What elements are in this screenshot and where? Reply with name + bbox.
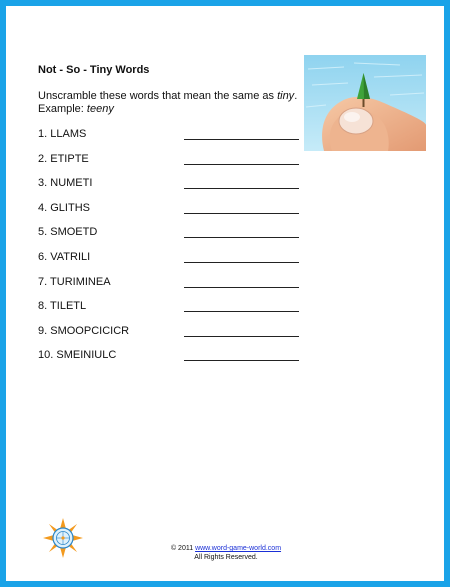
list-item (38, 276, 308, 301)
answer-line[interactable] (184, 336, 299, 337)
answer-line[interactable] (184, 311, 299, 312)
list-item (38, 349, 308, 374)
scrambled-word: 7. TURIMINEA (38, 275, 111, 288)
scrambled-word: 4. GLITHS (38, 201, 90, 214)
instructions (38, 90, 308, 116)
fingertip-tree-photo (304, 55, 426, 151)
example-label: Example: (38, 103, 87, 115)
worksheet-page (6, 6, 444, 581)
scrambled-word: 3. NUMETI (38, 177, 93, 190)
answer-line[interactable] (184, 213, 299, 214)
list-item (38, 325, 308, 350)
instruction-end: . (294, 90, 298, 102)
list-item (38, 226, 308, 251)
scrambled-word: 9. SMOOPCICICR (38, 324, 130, 337)
scrambled-word: 2. ETIPTE (38, 152, 89, 165)
instruction-keyword: tiny (277, 90, 295, 102)
word-list (38, 128, 308, 374)
answer-line[interactable] (184, 139, 299, 140)
list-item (38, 128, 308, 153)
list-item (38, 300, 308, 325)
answer-line[interactable] (184, 237, 299, 238)
scrambled-word: 6. VATRILI (38, 250, 91, 263)
list-item (38, 251, 308, 276)
scrambled-word: 1. LLAMS (38, 128, 87, 140)
website-link[interactable]: www.word-game-world.com (195, 545, 282, 552)
list-item (38, 153, 308, 178)
answer-line[interactable] (184, 188, 299, 189)
answer-line[interactable] (184, 164, 299, 165)
scrambled-word: 5. SMOETD (38, 226, 98, 239)
answer-line[interactable] (184, 287, 299, 288)
scrambled-word: 8. TILETL (38, 300, 87, 313)
list-item (38, 202, 308, 227)
list-item (38, 177, 308, 202)
rights-text: All Rights Reserved. (194, 554, 258, 561)
compass-logo-icon (42, 517, 84, 559)
footer (156, 544, 296, 562)
instruction-text: Unscramble these words that mean the same as (38, 90, 278, 102)
scrambled-word: 10. SMEINIULC (38, 349, 117, 362)
example-word: teeny (86, 103, 114, 115)
copyright-text: © 2011 (170, 545, 196, 552)
worksheet-title: Not - So - Tiny Words (38, 64, 150, 76)
answer-line[interactable] (184, 360, 299, 361)
answer-line[interactable] (184, 262, 299, 263)
